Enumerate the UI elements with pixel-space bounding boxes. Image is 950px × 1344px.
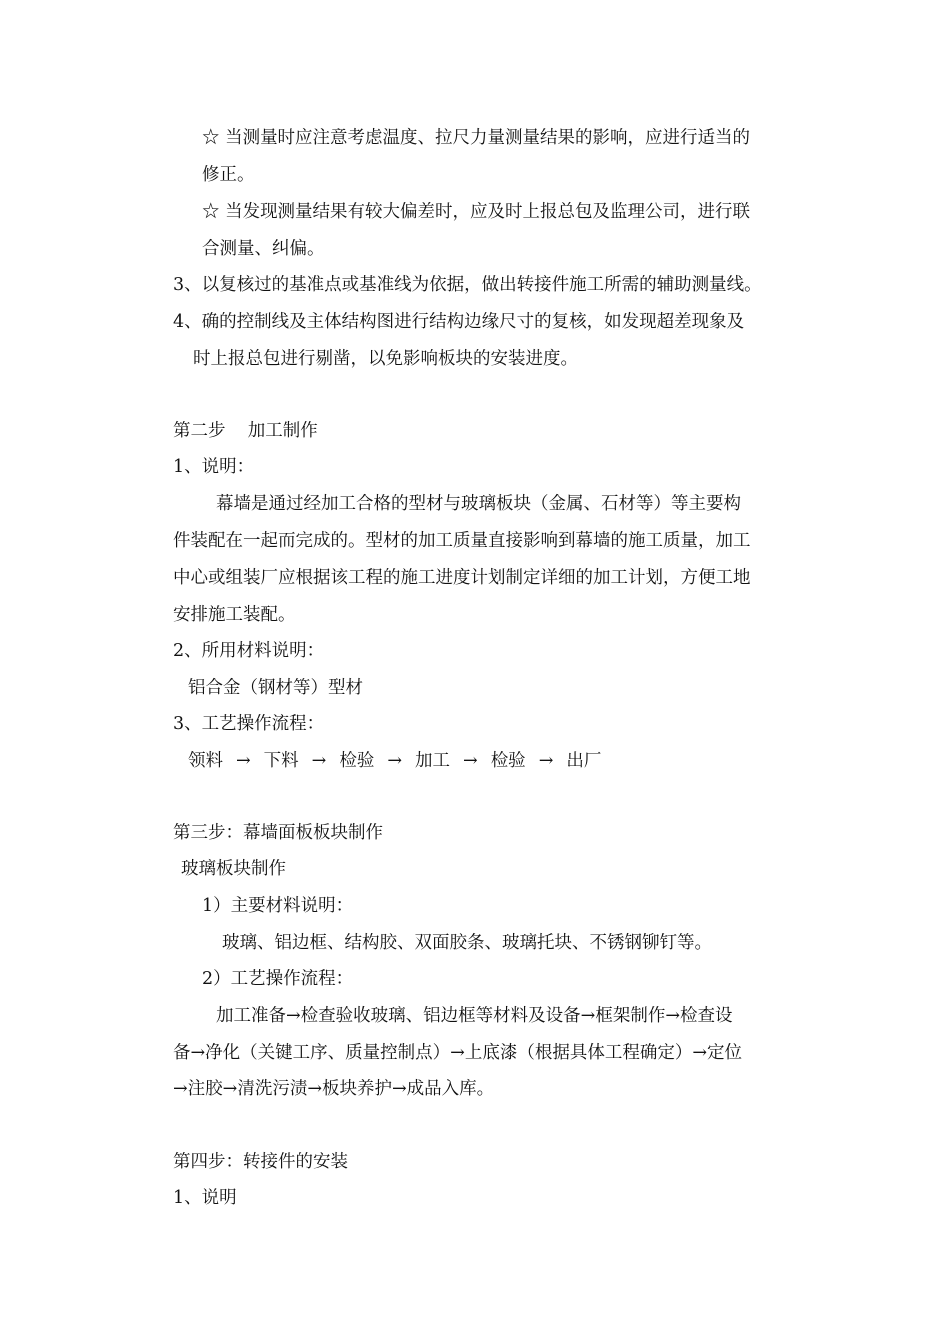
step-2-heading: 第二步 加工制作 xyxy=(173,421,318,441)
arrow-icon: → xyxy=(387,751,403,771)
step-2-paragraph: 幕墙是通过经加工合格的型材与玻璃板块（金属、石材等）等主要构 xyxy=(216,494,741,514)
step-2-material: 铝合金（钢材等）型材 xyxy=(188,678,363,698)
arrow-icon: → xyxy=(236,751,251,771)
arrow-icon: → xyxy=(311,751,327,771)
step-2-item-2: 2、所用材料说明： xyxy=(173,641,325,661)
flow-step-process: 加工 xyxy=(415,751,451,771)
step-2-paragraph-cont-1: 件装配在一起而完成的。型材的加工质量直接影响到幕墙的施工质量，加工 xyxy=(173,531,751,551)
step-2-item-1: 1、说明： xyxy=(173,457,255,477)
item-4-edge-check: 4、确的控制线及主体结构图进行结构边缘尺寸的复核，如发现超差现象及 xyxy=(173,312,745,332)
step-3-flow: 加工准备→检查验收玻璃、铝边框等材料及设备→框架制作→检查设 xyxy=(216,1006,733,1026)
bullet-temperature-correction-cont: 修正。 xyxy=(202,165,255,185)
step-2-paragraph-cont-3: 安排施工装配。 xyxy=(173,605,296,625)
bullet-deviation-report: ☆ 当发现测量结果有较大偏差时，应及时上报总包及监理公司，进行联 xyxy=(202,202,751,222)
step-3-item-2: 2）工艺操作流程： xyxy=(202,969,354,989)
flow-step-inspect: 检验 xyxy=(339,751,375,771)
step-3-materials: 玻璃、铝边框、结构胶、双面胶条、玻璃托块、不锈钢铆钉等。 xyxy=(222,933,712,953)
step-3-heading: 第三步：幕墙面板板块制作 xyxy=(173,823,383,843)
bullet-deviation-report-cont: 合测量、纠偏。 xyxy=(202,239,325,259)
item-4-edge-check-cont: 时上报总包进行剔凿，以免影响板块的安装进度。 xyxy=(193,349,578,369)
flow-step-receive: 领料 xyxy=(188,751,223,771)
arrow-icon: → xyxy=(463,751,478,771)
item-3-auxiliary-lines: 3、以复核过的基准点或基准线为依据，做出转接件施工所需的辅助测量线。 xyxy=(173,275,762,295)
step-3-subheading: 玻璃板块制作 xyxy=(181,859,286,879)
step-3-flow-cont-1: 备→净化（关键工序、质量控制点）→上底漆（根据具体工程确定）→定位 xyxy=(173,1043,742,1063)
bullet-temperature-correction: ☆ 当测量时应注意考虑温度、拉尺力量测量结果的影响，应进行适当的 xyxy=(202,128,751,148)
step-2-item-3: 3、工艺操作流程： xyxy=(173,714,325,734)
flow-step-cut: 下料 xyxy=(263,751,299,771)
flow-step-inspect-2: 检验 xyxy=(490,751,526,771)
step-2-paragraph-cont-2: 中心或组装厂应根据该工程的施工进度计划制定详细的加工计划，方便工地 xyxy=(173,568,751,588)
step-3-flow-cont-2: →注胶→清洗污渍→板块养护→成品入库。 xyxy=(173,1079,495,1099)
step-4-item-1: 1、说明 xyxy=(173,1188,237,1208)
process-flow xyxy=(188,750,601,772)
step-4-heading: 第四步：转接件的安装 xyxy=(173,1152,348,1172)
step-3-item-1: 1）主要材料说明： xyxy=(202,896,354,916)
arrow-icon: → xyxy=(538,751,554,771)
flow-step-ship: 出厂 xyxy=(566,751,602,771)
